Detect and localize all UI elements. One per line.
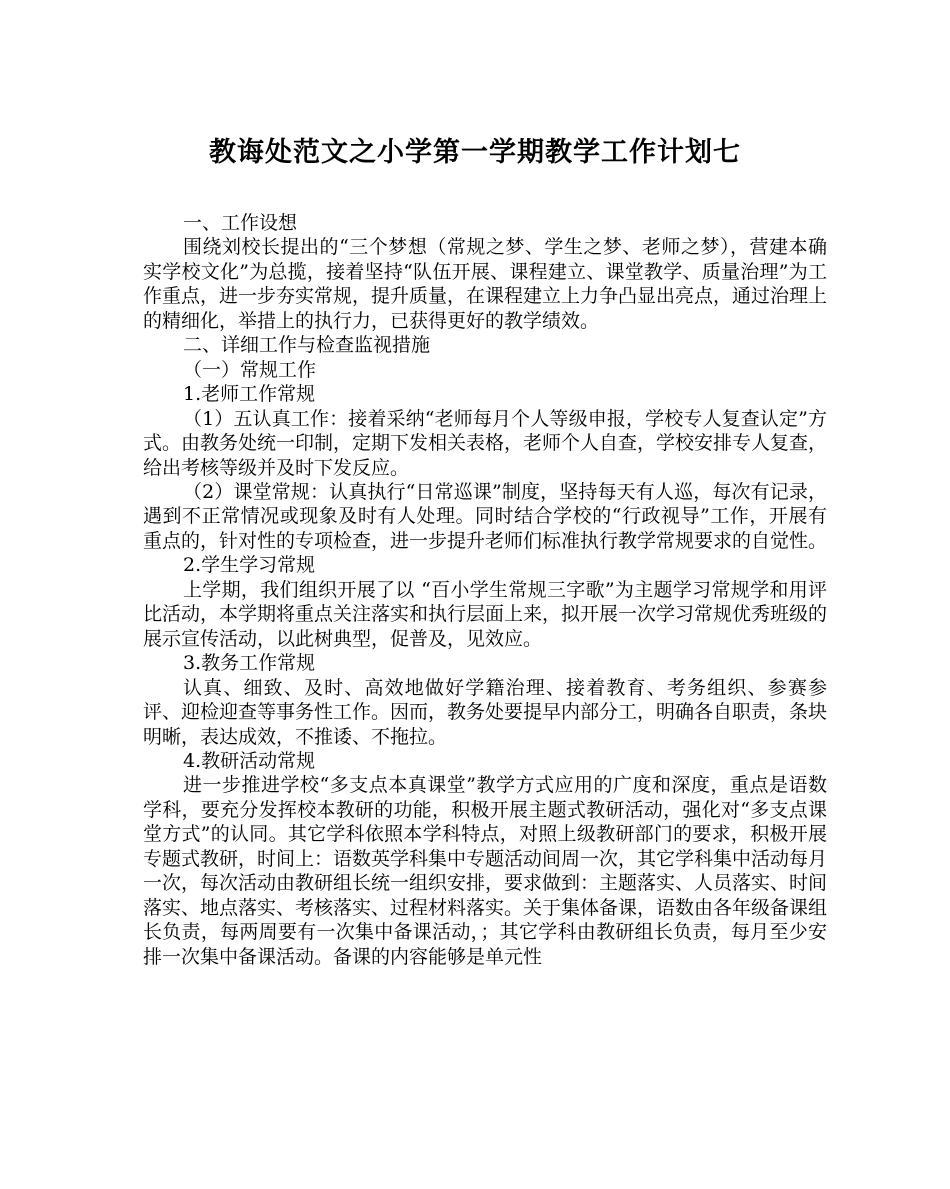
paragraph-teaching-research: 进一步推进学校“多支点本真课堂”教学方式应用的广度和深度，重点是语数学科，要充分发挥校本教研的功能，积极开展主题式教研活动，强化对“多支点课堂方式”的认同。其它学科依照本学科特点，对照上级教研部门的要求，积极开展专题式教研，时间上：语数英学科集中专题活动间周一次，其它学科集中活动每月一次，每次活动由教研组长统一组织安排，要求做到：主题落实、人员落实、时间落实、地点落实、考核落实、过程材料落实。关于集体备课，语数由各年级备课组长负责，每两周要有一次集中备课活动，；其它学科由教研组长负责，每月至少安排一次集中备课活动。备课的内容能够是单元性	[143, 774, 828, 968]
paragraph-work-plan: 围绕刘校长提出的“三个梦想（常规之梦、学生之梦、老师之梦），营建本确实学校文化”为总揽，接着坚持“队伍开展、课程建立、课堂教学、质量治理”为工作重点，进一步夯实常规，提升质量，在课程建立上力争凸显出亮点，通过治理上的精细化，举措上的执行力，已获得更好的教学绩效。	[143, 236, 828, 332]
document-title: 教诲处范文之小学第一学期教学工作计划七	[209, 137, 741, 168]
heading-measures: 二、详细工作与检查监视措施	[183, 334, 431, 357]
subheading-academic-affairs: 3.教务工作常规	[183, 652, 316, 675]
paragraph-academic-affairs: 认真、细致、及时、高效地做好学籍治理、接着教育、考务组织、参赛参评、迎检迎查等事务性工作。因而，教务处要提早内部分工，明确各自职责，条块明晰，表达成效，不推诿、不拖拉。	[143, 676, 828, 748]
subheading-teaching-research: 4.教研活动常规	[183, 749, 316, 772]
subheading-teacher-routine: 1.老师工作常规	[183, 383, 316, 406]
paragraph-student-routine: 上学期，我们组织开展了以 “百小学生常规三字歌”为主题学习常规学和用评比活动，本学期将重点关注落实和执行层面上来，拟开展一次学习常规优秀班级的展示宣传活动，以此树典型，促普及，见效应。	[143, 578, 828, 650]
subheading-student-routine: 2.学生学习常规	[183, 554, 316, 577]
paragraph-classroom-routine: （2）课堂常规：认真执行“日常巡课”制度，坚持每天有人巡，每次有记录，遇到不正常情况或现象及时有人处理。同时结合学校的“行政视导”工作，开展有重点的，针对性的专项检查，进一步提升老师们标准执行教学常规要求的自觉性。	[143, 480, 828, 552]
paragraph-five-earnest-work: （1）五认真工作：接着采纳“老师每月个人等级申报，学校专人复查认定”方式。由教务处统一印制，定期下发相关表格，老师个人自查，学校安排专人复查，给出考核等级并及时下发反应。	[143, 407, 828, 479]
heading-work-plan: 一、工作设想	[183, 212, 298, 234]
subheading-routine-work: （一）常规工作	[183, 358, 317, 381]
document-body	[143, 211, 827, 969]
